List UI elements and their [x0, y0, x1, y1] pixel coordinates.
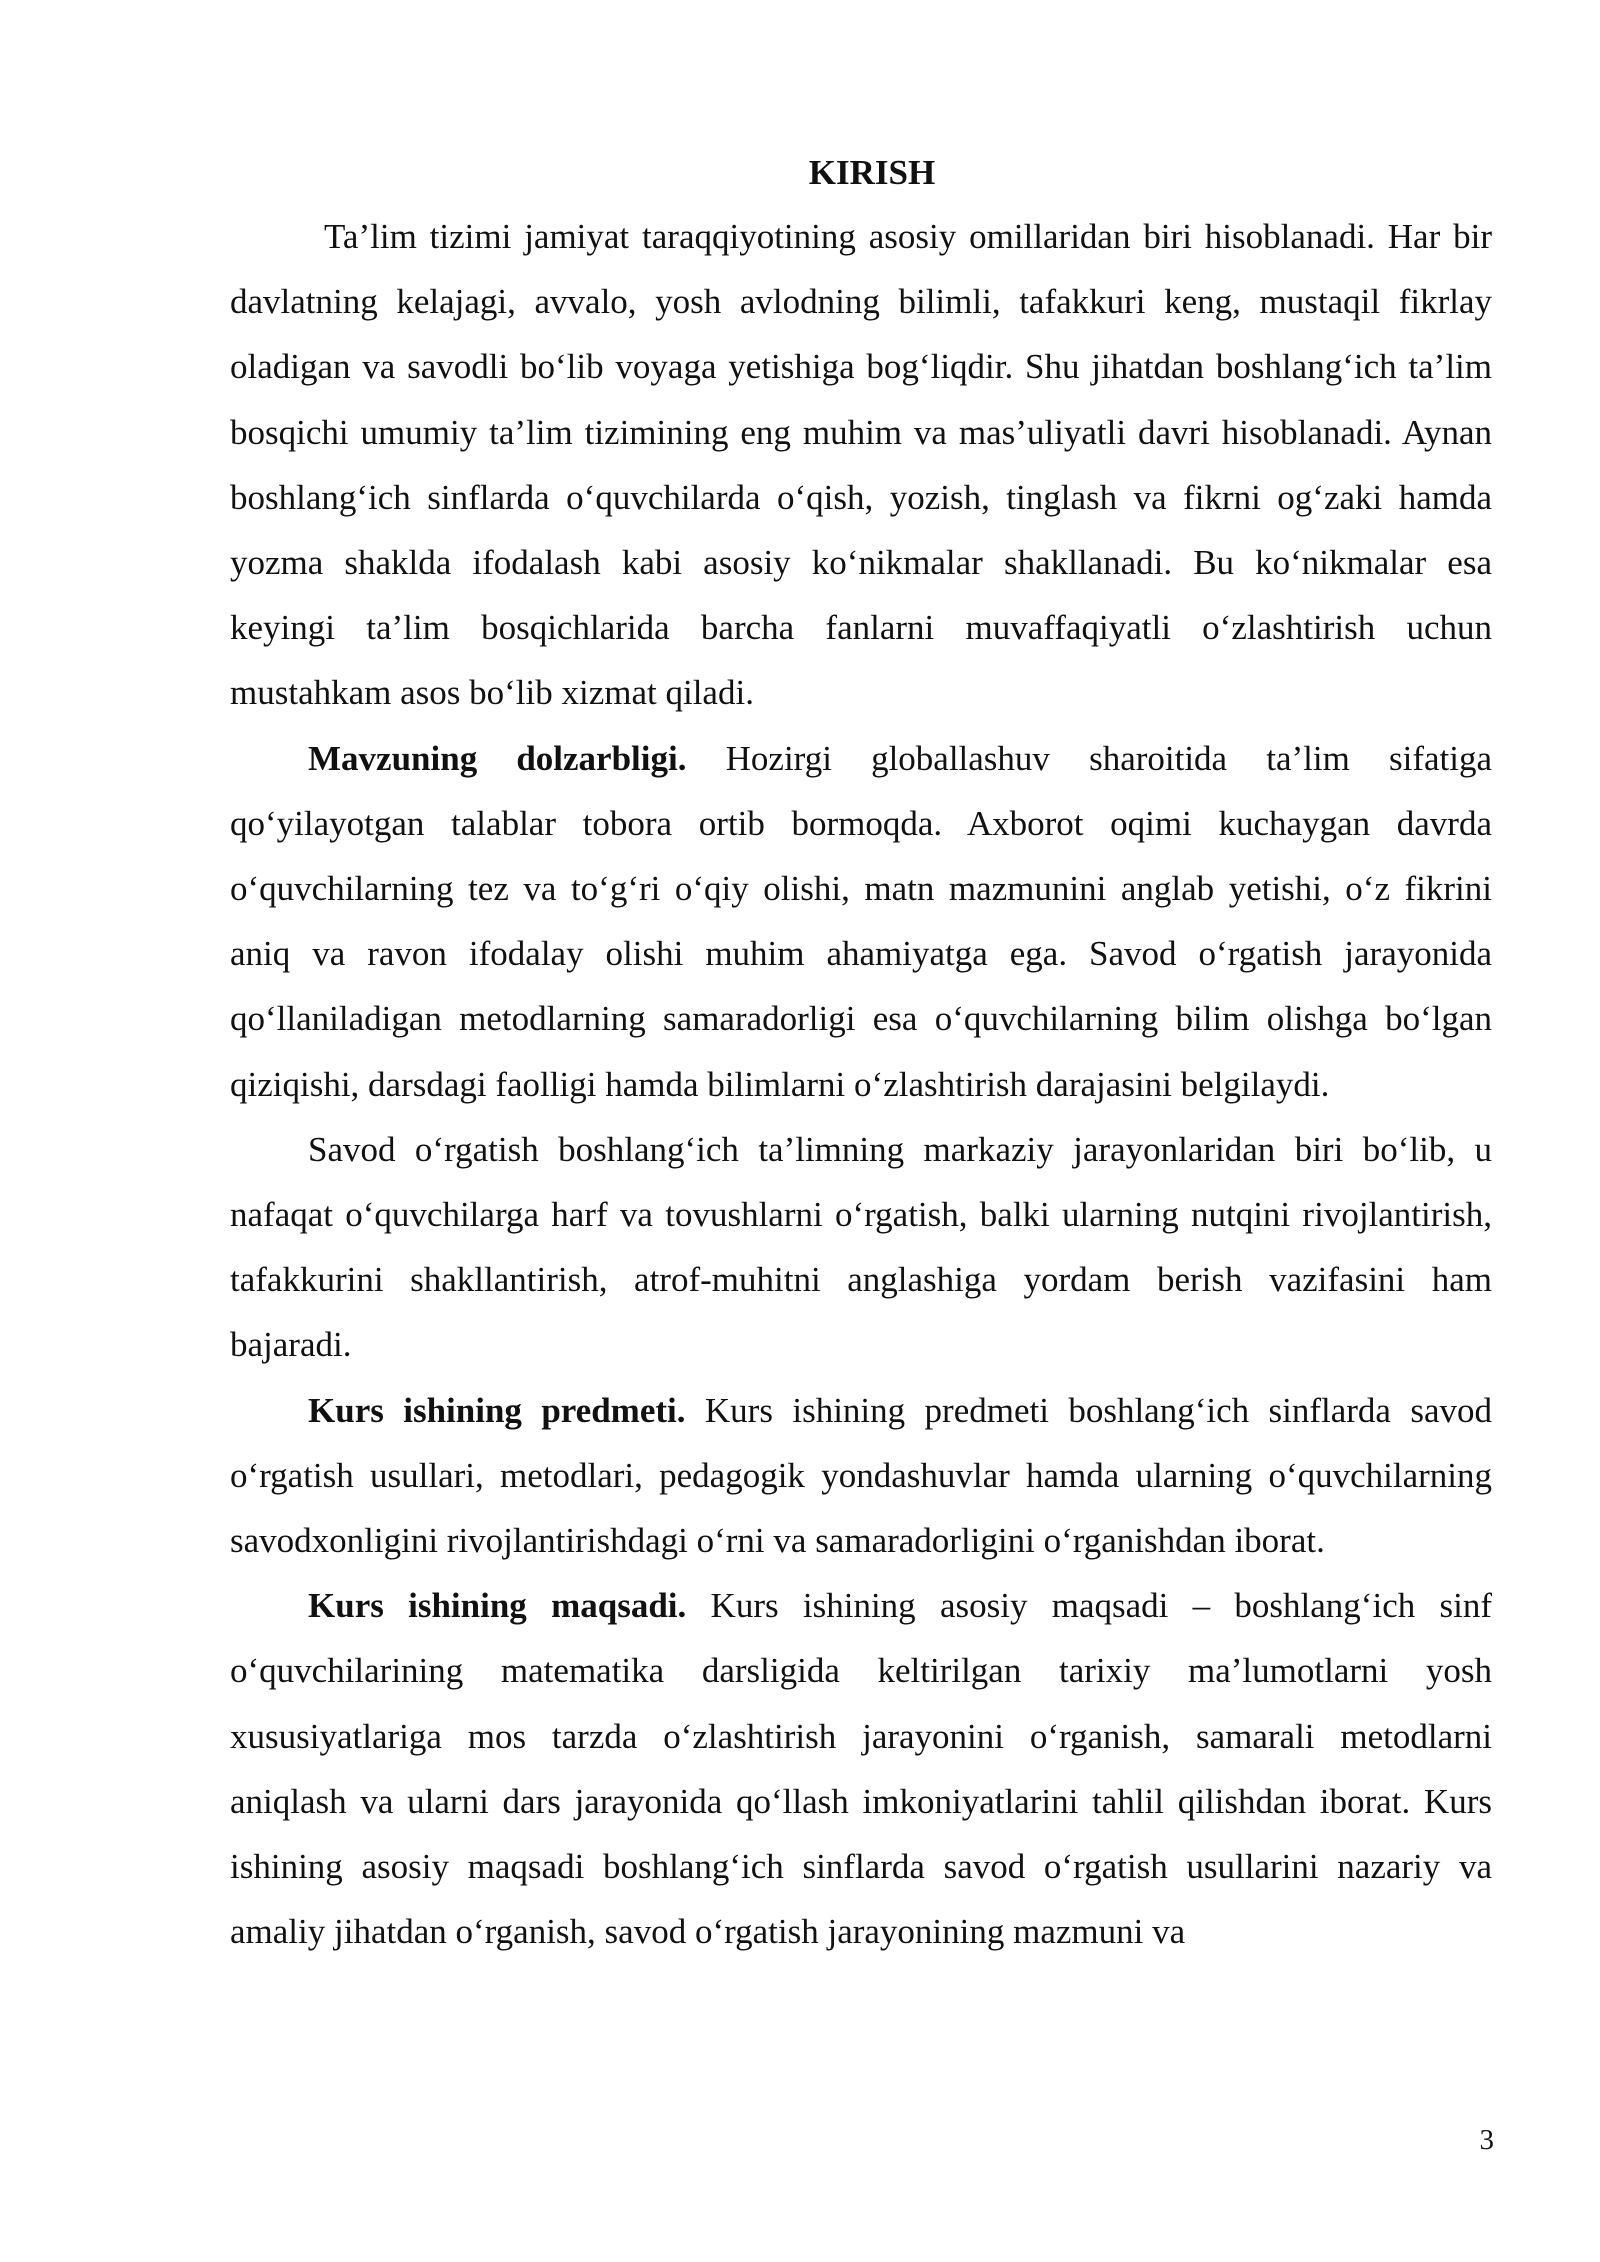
page-title: KIRISH	[808, 153, 936, 192]
paragraph-lead: Mavzuning dolzarbligi.	[308, 738, 687, 778]
literacy-paragraph	[230, 1117, 1492, 1378]
paragraph-text: Kurs ishining predmeti boshlang‘ich sinflarda savod o‘rgatish usullari, metodlari, pedagogik yondashuvlar hamda ularning o‘quvchilarning savodxonligini rivojlantirishdagi o‘rni va samaradorligini o‘rganishdan iborat.	[230, 1390, 1492, 1561]
relevance-paragraph	[230, 726, 1492, 1117]
page-content	[230, 148, 1492, 1964]
goal-paragraph	[230, 1573, 1492, 1964]
paragraph-text: Hozirgi globallashuv sharoitida ta’lim sifatiga qo‘yilayotgan talablar tobora ortib bormoqda. Axborot oqimi kuchaygan davrda o‘quvchilarning tez va to‘g‘ri o‘qiy olishi, matn mazmunini anglab yetishi, o‘z fikrini aniq va ravon ifodalay olishi muhim ahamiyatga ega. Savod o‘rgatish jarayonida qo‘llaniladigan metodlarning samaradorligi esa o‘quvchilarning bilim olishga bo‘lgan qiziqishi, darsdagi faolligi hamda bilimlarni o‘zlashtirish darajasini belgilaydi.	[230, 738, 1492, 1104]
paragraph-lead: Kurs ishining maqsadi.	[308, 1586, 687, 1626]
paragraph-text: Kurs ishining asosiy maqsadi – boshlang‘ich sinf o‘quvchilarining matematika darsligida keltirilgan tarixiy ma’lumotlarni yosh xususiyatlariga mos tarzda o‘zlashtirish jarayonini o‘rganish, samarali metodlarni aniqlash va ularni dars jarayonida qo‘llash imkoniyatlarini tahlil qilishdan iborat. Kurs ishining asosiy maqsadi boshlang‘ich sinflarda savod o‘rgatish usullarini nazariy va amaliy jihatdan o‘rganish, savod o‘rgatish jarayonining mazmuni va	[230, 1586, 1493, 1952]
page-number: 3	[1479, 2124, 1494, 2156]
paragraph-text: Savod o‘rgatish boshlang‘ich ta’limning markaziy jarayonlaridan biri bo‘lib, u nafaqat o‘quvchilarga harf va tovushlarni o‘rgatish, balki ularning nutqini rivojlantirish, tafakkurini shakllantirish, atrof-muhitni anglashiga yordam berish vazifasini ham bajaradi.	[230, 1129, 1492, 1365]
paragraph-lead: Kurs ishining predmeti.	[308, 1390, 686, 1430]
paragraph-text: Ta’lim tizimi jamiyat taraqqiyotining asosiy omillaridan biri hisoblanadi. Har bir davlatning kelajagi, avvalo, yosh avlodning bilimli, tafakkuri keng, mustaqil fikrlay oladigan va savodli bo‘lib voyaga yetishiga bog‘liqdir. Shu jihatdan boshlang‘ich ta’lim bosqichi umumiy ta’lim tizimining eng muhim va mas’uliyatli davri hisoblanadi. Aynan boshlang‘ich sinflarda o‘quvchilarda o‘qish, yozish, tinglash va fikrni og‘zaki hamda yozma shaklda ifodalash kabi asosiy ko‘nikmalar shakllanadi. Bu ko‘nikmalar esa keyingi ta’lim bosqichlarida barcha fanlarni muvaffaqiyatli o‘zlashtirish uchun mustahkam asos bo‘lib xizmat qiladi.	[230, 217, 1492, 713]
subject-paragraph	[230, 1378, 1492, 1574]
intro-paragraph	[230, 204, 1492, 726]
